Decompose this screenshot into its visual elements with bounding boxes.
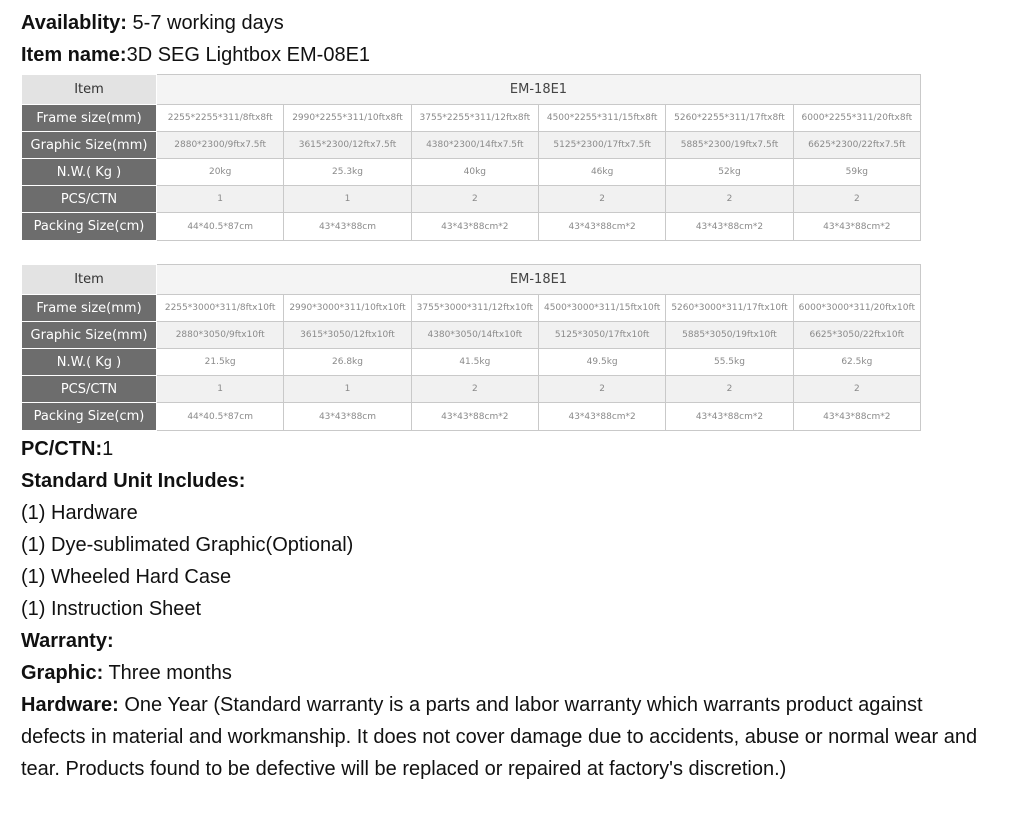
table-cell: 2	[411, 376, 538, 403]
row-label: Graphic Size(mm)	[22, 322, 157, 349]
table-cell: 4500*2255*311/15ftx8ft	[538, 105, 665, 132]
table-cell: 6000*2255*311/20ftx8ft	[793, 105, 920, 132]
table-cell: 43*43*88cm*2	[666, 213, 793, 241]
pc-ctn-label: PC/CTN:	[21, 438, 103, 460]
table-cell: 59kg	[793, 159, 920, 186]
table-cell: 2255*2255*311/8ftx8ft	[157, 105, 284, 132]
table-cell: 3615*3050/12ftx10ft	[284, 322, 411, 349]
table-row	[22, 213, 921, 241]
table-row	[22, 349, 921, 376]
table-cell: 2880*2300/9ftx7.5ft	[157, 132, 284, 159]
availability-value: 5-7 working days	[132, 12, 284, 34]
table-cell: 3755*3000*311/12ftx10ft	[411, 295, 538, 322]
table-cell: 1	[157, 186, 284, 213]
table-row	[22, 322, 921, 349]
table-cell: 52kg	[666, 159, 793, 186]
hardware-value: One Year (Standard warranty is a parts and labor warranty which warrants product against defects in material and workmanship. It does not cover damage due to accidents, abuse or normal wear and tear. Products found to be defective will be replaced or repaired at factory's discretion.)	[21, 694, 978, 780]
table-header-row	[22, 265, 921, 295]
availability-line	[21, 7, 284, 39]
table-cell: 46kg	[538, 159, 665, 186]
item-name-value: 3D SEG Lightbox EM-08E1	[126, 44, 371, 66]
model-header-cell: EM-18E1	[157, 75, 921, 105]
graphic-warranty-line	[21, 657, 232, 689]
table-cell: 6625*3050/22ftx10ft	[793, 322, 920, 349]
table-row	[22, 132, 921, 159]
row-label: PCS/CTN	[22, 186, 157, 213]
table-cell: 55.5kg	[666, 349, 793, 376]
table-cell: 44*40.5*87cm	[157, 213, 284, 241]
row-label: PCS/CTN	[22, 376, 157, 403]
table-cell: 2880*3050/9ftx10ft	[157, 322, 284, 349]
table-cell: 25.3kg	[284, 159, 411, 186]
row-label: N.W.( Kg )	[22, 159, 157, 186]
table-cell: 41.5kg	[411, 349, 538, 376]
table-cell: 20kg	[157, 159, 284, 186]
table-cell: 43*43*88cm*2	[411, 213, 538, 241]
item-name-line	[21, 39, 370, 71]
includes-heading: Standard Unit Includes:	[21, 470, 246, 492]
model-header-cell: EM-18E1	[157, 265, 921, 295]
table-cell: 2990*3000*311/10ftx10ft	[284, 295, 411, 322]
table-cell: 2	[793, 376, 920, 403]
table-cell: 43*43*88cm	[284, 403, 411, 431]
table-row	[22, 403, 921, 431]
table-cell: 2	[538, 376, 665, 403]
table-cell: 49.5kg	[538, 349, 665, 376]
table-cell: 5885*3050/19ftx10ft	[666, 322, 793, 349]
pc-ctn-value: 1	[102, 438, 114, 460]
includes-item: (1) Dye-sublimated Graphic(Optional)	[21, 534, 354, 556]
includes-item: (1) Wheeled Hard Case	[21, 566, 232, 588]
item-name-label: Item name:	[21, 44, 127, 66]
table-cell: 5260*2255*311/17ftx8ft	[666, 105, 793, 132]
table-cell: 6625*2300/22ftx7.5ft	[793, 132, 920, 159]
table-cell: 2	[666, 186, 793, 213]
table-cell: 44*40.5*87cm	[157, 403, 284, 431]
table-cell: 2990*2255*311/10ftx8ft	[284, 105, 411, 132]
table-cell: 26.8kg	[284, 349, 411, 376]
row-label: Packing Size(cm)	[22, 213, 157, 241]
table-cell: 3755*2255*311/12ftx8ft	[411, 105, 538, 132]
table-cell: 4500*3000*311/15ftx10ft	[538, 295, 665, 322]
table-cell: 40kg	[411, 159, 538, 186]
table-row	[22, 295, 921, 322]
table-cell: 2	[411, 186, 538, 213]
table-cell: 43*43*88cm*2	[538, 213, 665, 241]
table-cell: 43*43*88cm	[284, 213, 411, 241]
table-header-row	[22, 75, 921, 105]
row-label: Frame size(mm)	[22, 105, 157, 132]
graphic-value: Three months	[108, 662, 232, 684]
table-cell: 6000*3000*311/20ftx10ft	[793, 295, 920, 322]
table-cell: 1	[284, 376, 411, 403]
table-row	[22, 186, 921, 213]
availability-label: Availablity:	[21, 12, 127, 34]
table-cell: 43*43*88cm*2	[538, 403, 665, 431]
table-cell: 3615*2300/12ftx7.5ft	[284, 132, 411, 159]
table-cell: 43*43*88cm*2	[411, 403, 538, 431]
warranty-heading: Warranty:	[21, 630, 114, 652]
item-header-cell: Item	[22, 75, 157, 105]
spec-table-10ft	[21, 264, 921, 431]
table-cell: 4380*2300/14ftx7.5ft	[411, 132, 538, 159]
row-label: Graphic Size(mm)	[22, 132, 157, 159]
row-label: Packing Size(cm)	[22, 403, 157, 431]
hardware-label: Hardware:	[21, 694, 119, 716]
table-cell: 5260*3000*311/17ftx10ft	[666, 295, 793, 322]
row-label: N.W.( Kg )	[22, 349, 157, 376]
item-header-cell: Item	[22, 265, 157, 295]
table-cell: 2	[793, 186, 920, 213]
table-row	[22, 376, 921, 403]
table-cell: 5125*3050/17ftx10ft	[538, 322, 665, 349]
table-cell: 2255*3000*311/8ftx10ft	[157, 295, 284, 322]
table-cell: 2	[538, 186, 665, 213]
table-cell: 62.5kg	[793, 349, 920, 376]
table-cell: 5885*2300/19ftx7.5ft	[666, 132, 793, 159]
includes-item: (1) Hardware	[21, 502, 138, 524]
spec-table-8ft	[21, 74, 921, 241]
hardware-warranty-paragraph	[21, 689, 981, 785]
table-cell: 5125*2300/17ftx7.5ft	[538, 132, 665, 159]
table-cell: 43*43*88cm*2	[793, 213, 920, 241]
table-cell: 2	[666, 376, 793, 403]
includes-item: (1) Instruction Sheet	[21, 598, 202, 620]
table-row	[22, 159, 921, 186]
graphic-label: Graphic:	[21, 662, 104, 684]
table-row	[22, 105, 921, 132]
table-cell: 43*43*88cm*2	[666, 403, 793, 431]
pc-ctn-line	[21, 433, 113, 465]
table-cell: 43*43*88cm*2	[793, 403, 920, 431]
table-cell: 1	[284, 186, 411, 213]
table-cell: 21.5kg	[157, 349, 284, 376]
table-cell: 4380*3050/14ftx10ft	[411, 322, 538, 349]
table-cell: 1	[157, 376, 284, 403]
row-label: Frame size(mm)	[22, 295, 157, 322]
